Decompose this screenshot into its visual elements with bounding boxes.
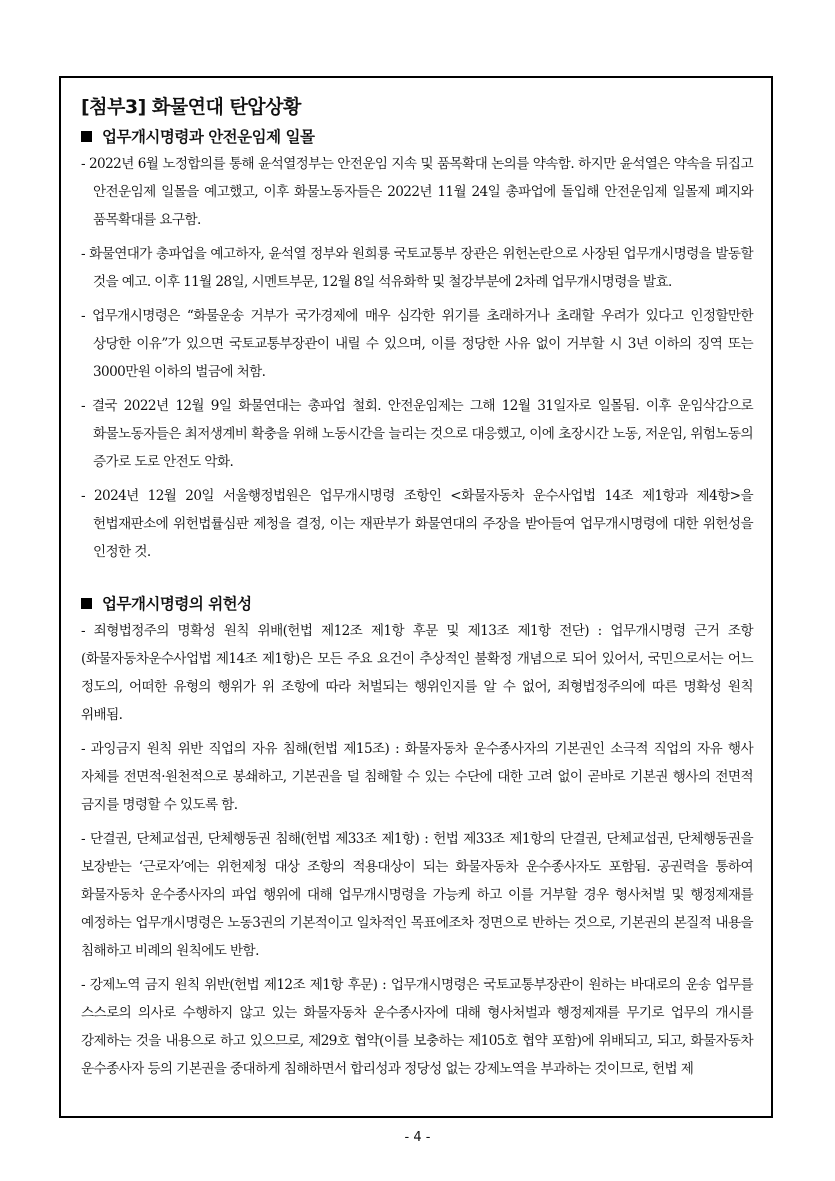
section2-paragraph-2: - 과잉금지 원칙 위반 직업의 자유 침해(헌법 제15조) : 화물자동차 운수종사자의 기본권인 소극적 직업의 자유 행사 자체를 전면적·원천적으로 봉쇄하고, 기본권을 덜 침해할 수 있는 수단에 대한 고려 없이 곧바로 기본권 행사의 전면적 금지를 명령할 수 있도록 함. xyxy=(81,741,753,813)
attachment-title: [첨부3] 화물연대 탄압상황 xyxy=(81,96,301,118)
square-bullet-icon xyxy=(81,598,92,609)
section1-bullet-5: - 2024년 12월 20일 서울행정법원은 업무개시명령 조항인 <화물자동차 운수사업법 14조 제1항과 제4항>을 헌법재판소에 위헌법률심판 제청을 결정, 이는 재판부가 화물연대의 주장을 받아들여 업무개시명령에 대한 위헌성을 인정한 것. xyxy=(81,488,753,560)
section1-bullet-2: - 화물연대가 총파업을 예고하자, 윤석열 정부와 원희룡 국토교통부 장관은 위헌논란으로 사장된 업무개시명령을 발동할 것을 예고. 이후 11월 28일, 시멘트부문, 12월 8일 석유화학 및 철강부분에 2차례 업무개시명령을 발효. xyxy=(81,246,753,290)
section2-paragraph-4: - 강제노역 금지 원칙 위반(헌법 제12조 제1항 후문) : 업무개시명령은 국토교통부장관이 원하는 바대로의 운송 업무를 스스로의 의사로 수행하지 않고 있는 화물자동차 운수종사자에 대해 형사처벌과 행정제재를 무기로 업무의 개시를 강제하는 것을 내용으로 하고 있으므로, 제29호 협약(이를 보충하는 제105호 협약 포함)에 위배되고, 되고, 화물자동차 운수종사자 등의 기본권을 중대하게 침해하면서 합리성과 정당성 없는 강제노역을 부과하는 것이므로, 헌법 제 xyxy=(81,977,753,1077)
section1-heading xyxy=(81,125,753,147)
section2-heading-text: 업무개시명령의 위헌성 xyxy=(102,595,252,613)
section2-paragraph-1: - 죄형법정주의 명확성 원칙 위배(헌법 제12조 제1항 후문 및 제13조 제1항 전단) : 업무개시명령 근거 조항(화물자동차운수사업법 제14조 제1항)은 모든 주요 요건이 추상적인 불확정 개념으로 되어 있어서, 국민으로서는 어느 정도의, 어떠한 유형의 행위가 위 조항에 따라 처벌되는 행위인지를 알 수 없어, 죄형법정주의에 따른 명확성 원칙 위배됨. xyxy=(81,623,753,723)
page-number: - 4 - xyxy=(404,1130,431,1145)
attachment-content xyxy=(81,92,753,1089)
section1-bullet-1: - 2022년 6월 노정합의를 통해 윤석열정부는 안전운임 지속 및 품목확대 논의를 약속함. 하지만 윤석열은 약속을 뒤집고 안전운임제 일몰을 예고했고, 이후 화물노동자들은 2022년 11월 24일 총파업에 돌입해 안전운임제 일몰제 폐지와 품목확대를 요구함. xyxy=(81,156,753,228)
section2-heading xyxy=(81,592,753,614)
attachment-box xyxy=(59,76,773,1118)
square-bullet-icon xyxy=(81,131,92,142)
section-gap xyxy=(81,572,753,592)
section1-bullet-3: - 업무개시명령은 “화물운송 거부가 국가경제에 매우 심각한 위기를 초래하거나 초래할 우려가 있다고 인정할만한 상당한 이유”가 있으면 국토교통부장관이 내릴 수 있으며, 이를 정당한 사유 없이 거부할 시 3년 이하의 징역 또는 3000만원 이하의 벌금에 처함. xyxy=(81,308,753,380)
section2-paragraph-3: - 단결권, 단체교섭권, 단체행동권 침해(헌법 제33조 제1항) : 헌법 제33조 제1항의 단결권, 단체교섭권, 단체행동권을 보장받는 ‘근로자’에는 위헌제청 대상 조항의 적용대상이 되는 화물자동차 운수종사자도 포함됨. 공권력을 통하여 화물자동차 운수종사자의 파업 행위에 대해 업무개시명령을 가능케 하고 이를 거부할 경우 형사처벌 및 행정제재를 예정하는 업무개시명령은 노동3권의 기본적이고 일차적인 목표에조차 정면으로 반하는 것으로, 기본권의 본질적 내용을 침해하고 비례의 원칙에도 반함. xyxy=(81,831,753,959)
section1-heading-text: 업무개시명령과 안전운임제 일몰 xyxy=(102,128,315,146)
section1-bullet-4: - 결국 2022년 12월 9일 화물연대는 총파업 철회. 안전운임제는 그해 12월 31일자로 일몰됨. 이후 운임삭감으로 화물노동자들은 최저생계비 확충을 위해 노동시간을 늘리는 것으로 대응했고, 이에 초장시간 노동, 저운임, 위험노동의 증가로 도로 안전도 악화. xyxy=(81,398,753,470)
